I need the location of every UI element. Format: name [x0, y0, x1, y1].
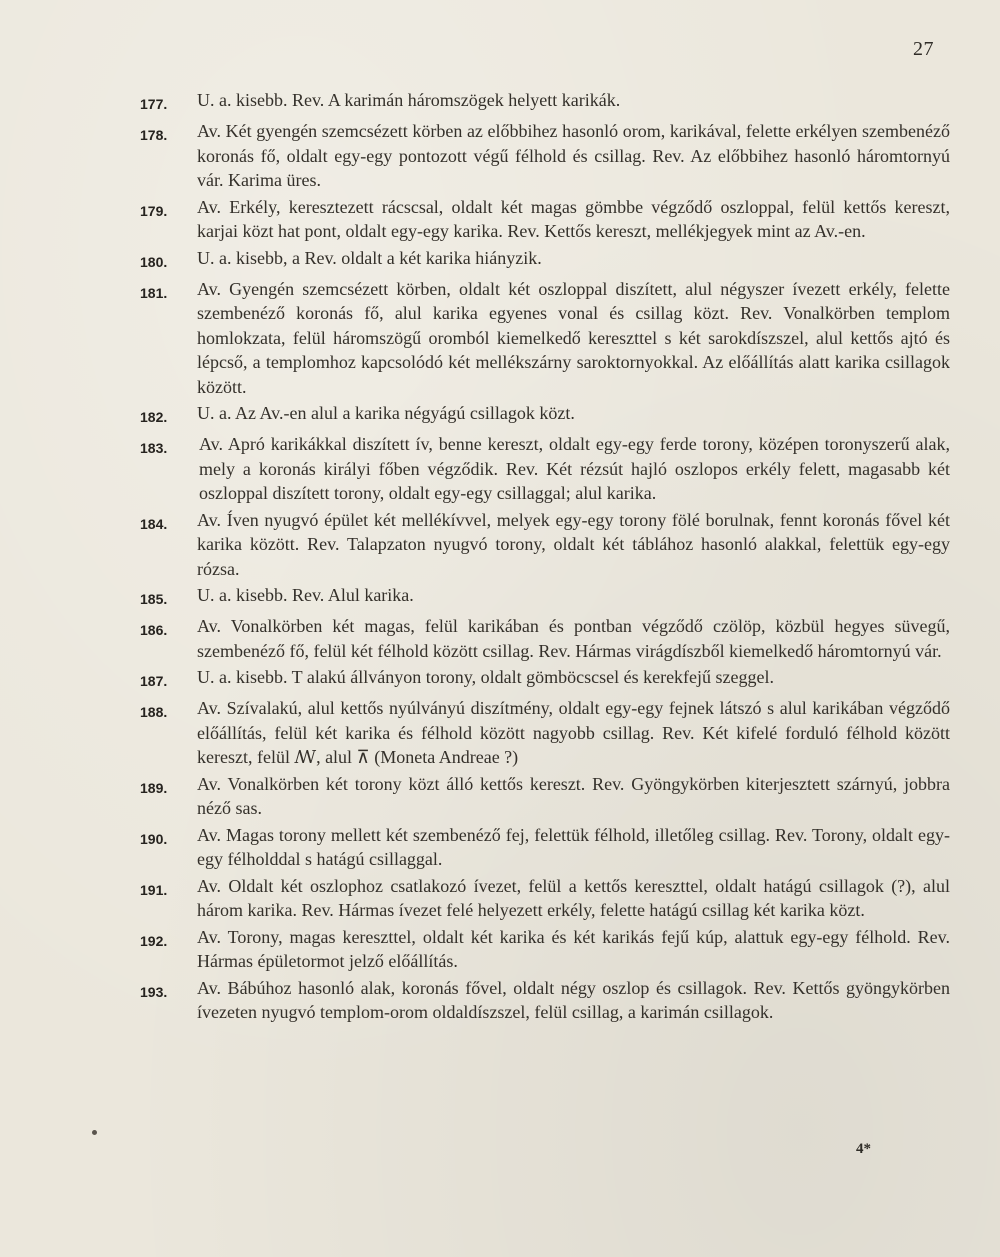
- entry-description: U. a. kisebb. Rev. Alul karika.: [197, 585, 414, 605]
- entry-description: Av. Torony, magas kereszttel, oldalt két karika és két karikás fejű kúp, alattuk egy-egy félhold. Rev. Hármas épületormot jelző előállítás.: [197, 926, 950, 971]
- entry-description: Av. Íven nyugvó épület két mellékívvel, melyek egy-egy torony fölé borulnak, fennt koronás fővel két karika között. Rev. Talapzaton nyugvó torony, oldalt két táblához hasonló alakkal, felettük egy-egy rózsa.: [197, 509, 950, 579]
- catalog-entry: [140, 277, 950, 400]
- signature-mark: 4*: [856, 1141, 871, 1157]
- entry-description: U. a. kisebb, a Rev. oldalt a két karika hiányzik.: [197, 247, 542, 268]
- entry-number: 179.: [140, 202, 168, 219]
- entry-description: Av. Bábúhoz hasonló alak, koronás fővel, oldalt négy oszlop és csillagok. Rev. Kettős gyöngykörben ívezeten nyugvó templom-orom oldaldíszszel, felül csillag, a karimán csillagok.: [197, 977, 950, 1022]
- catalog-entry: [140, 976, 950, 1025]
- entry-description: U. a. kisebb. T alakú állványon torony, oldalt gömböcscsel és kerekfejű szeggel.: [197, 667, 775, 687]
- catalog-entry: [140, 508, 950, 582]
- catalog-entry: [140, 925, 950, 974]
- entry-number: 190.: [140, 830, 168, 847]
- entry-description: Av. Két gyengén szemcsézett körben az előbbihez hasonló orom, karikával, felette erkélyen szembenéző koronás fő, oldalt egy-egy pontozott végű félhold és csillag. Rev. Az előbbihez hasonló háromtornyú vár. Karima üres.: [197, 121, 950, 190]
- entry-number: 183.: [140, 440, 168, 456]
- entry-number: 180.: [140, 253, 168, 270]
- entry-description: U. a. Az Av.-en alul a karika négyágú csillagok közt.: [197, 403, 575, 423]
- entry-description: Av. Gyengén szemcsézett körben, oldalt két oszloppal diszített, alul négyszer ívezett erkély, felette szembenéző koronás fő, alul karika egyenes vonal és csillag közt. Rev. Vonalkörben templom homlokzata, felül háromszögű oromból kiemelkedő kereszttel s két sarokdíszszel, alul kettős ajtó és lépcső, a templomhoz kapcsolódó két mellékszárny saroktornyokkal. Az előállítás alatt karika csillagok között.: [197, 278, 950, 397]
- catalog-entry: [140, 772, 950, 821]
- catalog-entry: [140, 665, 950, 694]
- entry-number: 184.: [140, 515, 168, 532]
- catalog-entry: [140, 195, 950, 244]
- entry-description: Av. Apró karikákkal diszített ív, benne kereszt, oldalt egy-egy ferde torony, középen toronyszerű alak, mely a koronás királyi főben végződik. Rev. Két rézsút hajló oszlopos erkély felett, magasabb két oszloppal diszített torony, oldalt egy-egy csillaggal; alul karika.: [199, 434, 950, 503]
- entry-description: Av. Szívalakú, alul kettős nyúlványú diszítmény, oldalt egy-egy fejnek látszó s alul karikában végződő előállítás, felül két karika és félhold között nagyobb csillag. Rev. Két kifelé forduló félhold között kereszt, felül ꟿ, alul ⊼ (Moneta Andreae ?): [197, 698, 950, 767]
- entry-number: 185.: [140, 591, 168, 607]
- catalog-entry: [140, 696, 950, 770]
- entry-number: 188.: [140, 704, 168, 720]
- entry-number: 181.: [140, 284, 168, 301]
- entry-description: Av. Vonalkörben két torony közt álló kettős kereszt. Rev. Gyöngykörben kiterjesztett szárnyú, jobbra néző sas.: [197, 773, 950, 818]
- entry-number: 178.: [140, 127, 168, 143]
- entry-number: 177.: [140, 96, 168, 112]
- catalog-entry: [140, 88, 950, 117]
- entry-description: Av. Erkély, keresztezett rácscsal, oldalt két magas gömbbe végződő oszloppal, felül kettős kereszt, karjai közt hat pont, oldalt egy-egy karika. Rev. Kettős kereszt, mellékjegyek mint az Av.-en.: [197, 196, 950, 241]
- catalog-entry: [140, 614, 950, 663]
- page-number: 27: [913, 38, 934, 60]
- entry-number: 187.: [140, 673, 168, 689]
- entry-description: Av. Oldalt két oszlophoz csatlakozó ívezet, felül a kettős kereszttel, oldalt hatágú csillagok (?), alul három karika. Rev. Hármas ívezet felé helyezett erkély, felette hatágú csillag két karika közt.: [197, 875, 950, 920]
- catalog-entry: [140, 432, 950, 506]
- entry-number: 186.: [140, 622, 168, 638]
- entry-number: 191.: [140, 881, 168, 898]
- catalog-entries: [140, 88, 950, 1027]
- entry-description: U. a. kisebb. Rev. A karimán háromszögek helyett karikák.: [197, 90, 621, 110]
- catalog-entry: [140, 583, 950, 612]
- catalog-entry: [140, 119, 950, 193]
- entry-number: 192.: [140, 932, 168, 949]
- catalog-entry: [140, 246, 950, 275]
- entry-number: 189.: [140, 779, 168, 796]
- entry-description: Av. Magas torony mellett két szembenéző fej, felettük félhold, illetőleg csillag. Rev. Torony, oldalt egy-egy félholddal s hatágú csillaggal.: [197, 824, 950, 869]
- margin-dot: [92, 1130, 97, 1135]
- catalog-entry: [140, 823, 950, 872]
- catalog-entry: [140, 874, 950, 923]
- entry-number: 193.: [140, 983, 168, 1000]
- entry-description: Av. Vonalkörben két magas, felül karikában és pontban végződő czölöp, közbül hegyes süvegű, szembenéző fő, felül két félhold között csillag. Rev. Hármas virágdíszből kiemelkedő háromtornyú vár.: [197, 616, 950, 661]
- entry-number: 182.: [140, 409, 168, 425]
- catalog-entry: [140, 401, 950, 430]
